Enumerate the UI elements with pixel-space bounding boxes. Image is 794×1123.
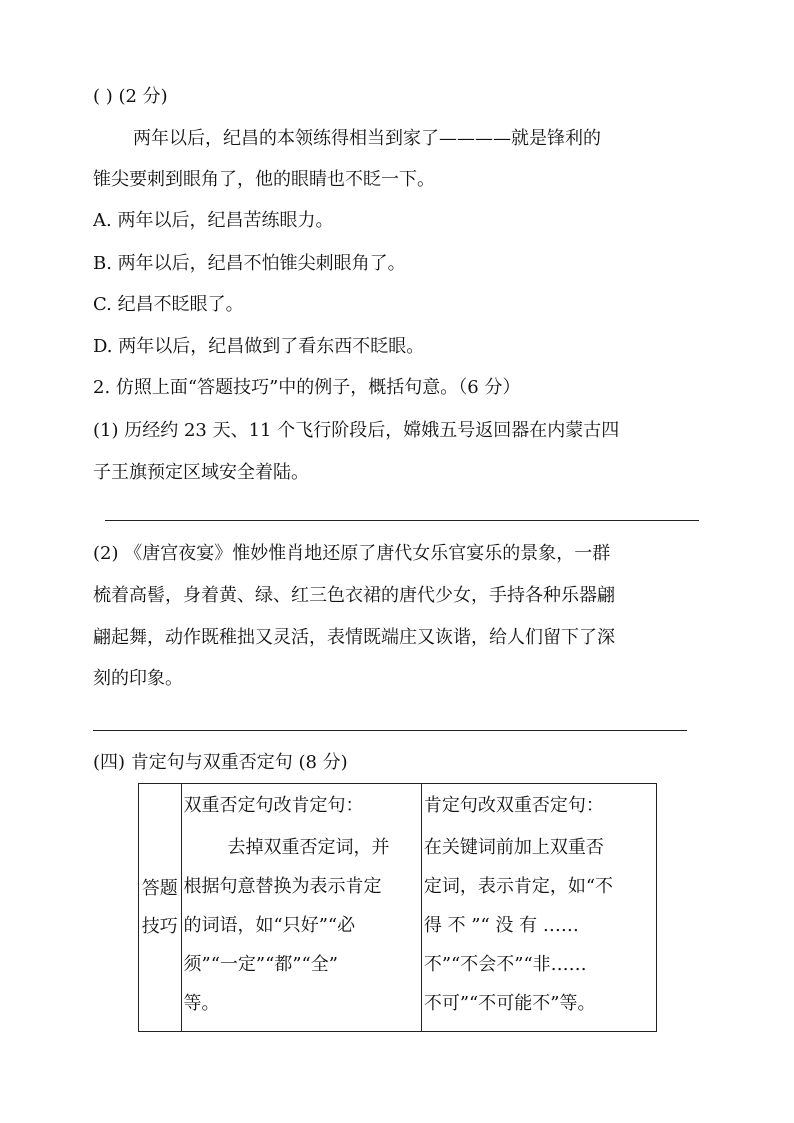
option-a: A. 两年以后，纪昌苦练眼力。 bbox=[93, 210, 334, 231]
row-label: 技巧 bbox=[141, 915, 178, 937]
row-label-cell bbox=[139, 784, 182, 1032]
option-d: D. 两年以后，纪昌做到了看东西不眨眼。 bbox=[93, 336, 425, 357]
answer-line[interactable] bbox=[105, 520, 699, 521]
question-stem: ( ) (2 分) bbox=[93, 86, 168, 107]
cell-text: 须”“一定”“都”“全” bbox=[183, 954, 338, 975]
section-heading: (四) 肯定句与双重否定句 (8 分) bbox=[93, 752, 348, 773]
item1-line: 子王旗预定区域安全着陆。 bbox=[93, 462, 309, 483]
question-prompt: 2. 仿照上面“答题技巧”中的例子，概括句意。（6 分） bbox=[93, 377, 521, 398]
cell-text: 双重否定句改肯定句： bbox=[183, 795, 364, 816]
double-to-positive-cell bbox=[181, 784, 421, 1032]
answer-line[interactable] bbox=[93, 730, 687, 731]
cell-text: 定词，表示肯定，如“不 bbox=[423, 876, 614, 897]
item2-line: 刻的印象。 bbox=[93, 668, 183, 689]
option-b: B. 两年以后，纪昌不怕锥尖刺眼角了。 bbox=[93, 253, 406, 274]
option-c: C. 纪昌不眨眼了。 bbox=[93, 294, 244, 315]
cell-text: 不”“不会不”“非…… bbox=[423, 954, 587, 975]
cell-text: 去掉双重否定词，并 bbox=[227, 837, 390, 858]
tips-table bbox=[138, 783, 657, 1032]
cell-text: 在关键词前加上双重否 bbox=[423, 837, 604, 858]
cell-text: 等。 bbox=[183, 993, 220, 1014]
item2-line: (2) 《唐宫夜宴》惟妙惟肖地还原了唐代女乐官宴乐的景象，一群 bbox=[93, 543, 611, 564]
cell-text: 不可”“不可能不”等。 bbox=[423, 993, 596, 1014]
passage-line: 两年以后，纪昌的本领练得相当到家了————就是锋利的 bbox=[133, 128, 601, 149]
positive-to-double-cell bbox=[421, 784, 656, 1032]
item2-line: 翩起舞，动作既稚拙又灵活，表情既端庄又诙谐，给人们留下了深 bbox=[93, 627, 615, 648]
cell-text: 根据句意替换为表示肯定 bbox=[183, 876, 382, 897]
cell-text: 得 不 ”“ 没 有 …… bbox=[423, 915, 579, 936]
passage-line: 锥尖要刺到眼角了，他的眼睛也不眨一下。 bbox=[93, 169, 435, 190]
cell-text: 的词语，如“只好”“必 bbox=[183, 915, 356, 936]
item2-line: 梳着高髻，身着黄、绿、红三色衣裙的唐代少女，手持各种乐器翩 bbox=[93, 585, 615, 606]
row-label: 答题 bbox=[141, 877, 178, 899]
cell-text: 肯定句改双重否定句： bbox=[423, 795, 604, 816]
item1-line: (1) 历经约 23 天、11 个飞行阶段后，嫦娥五号返回器在内蒙古四 bbox=[93, 420, 620, 441]
